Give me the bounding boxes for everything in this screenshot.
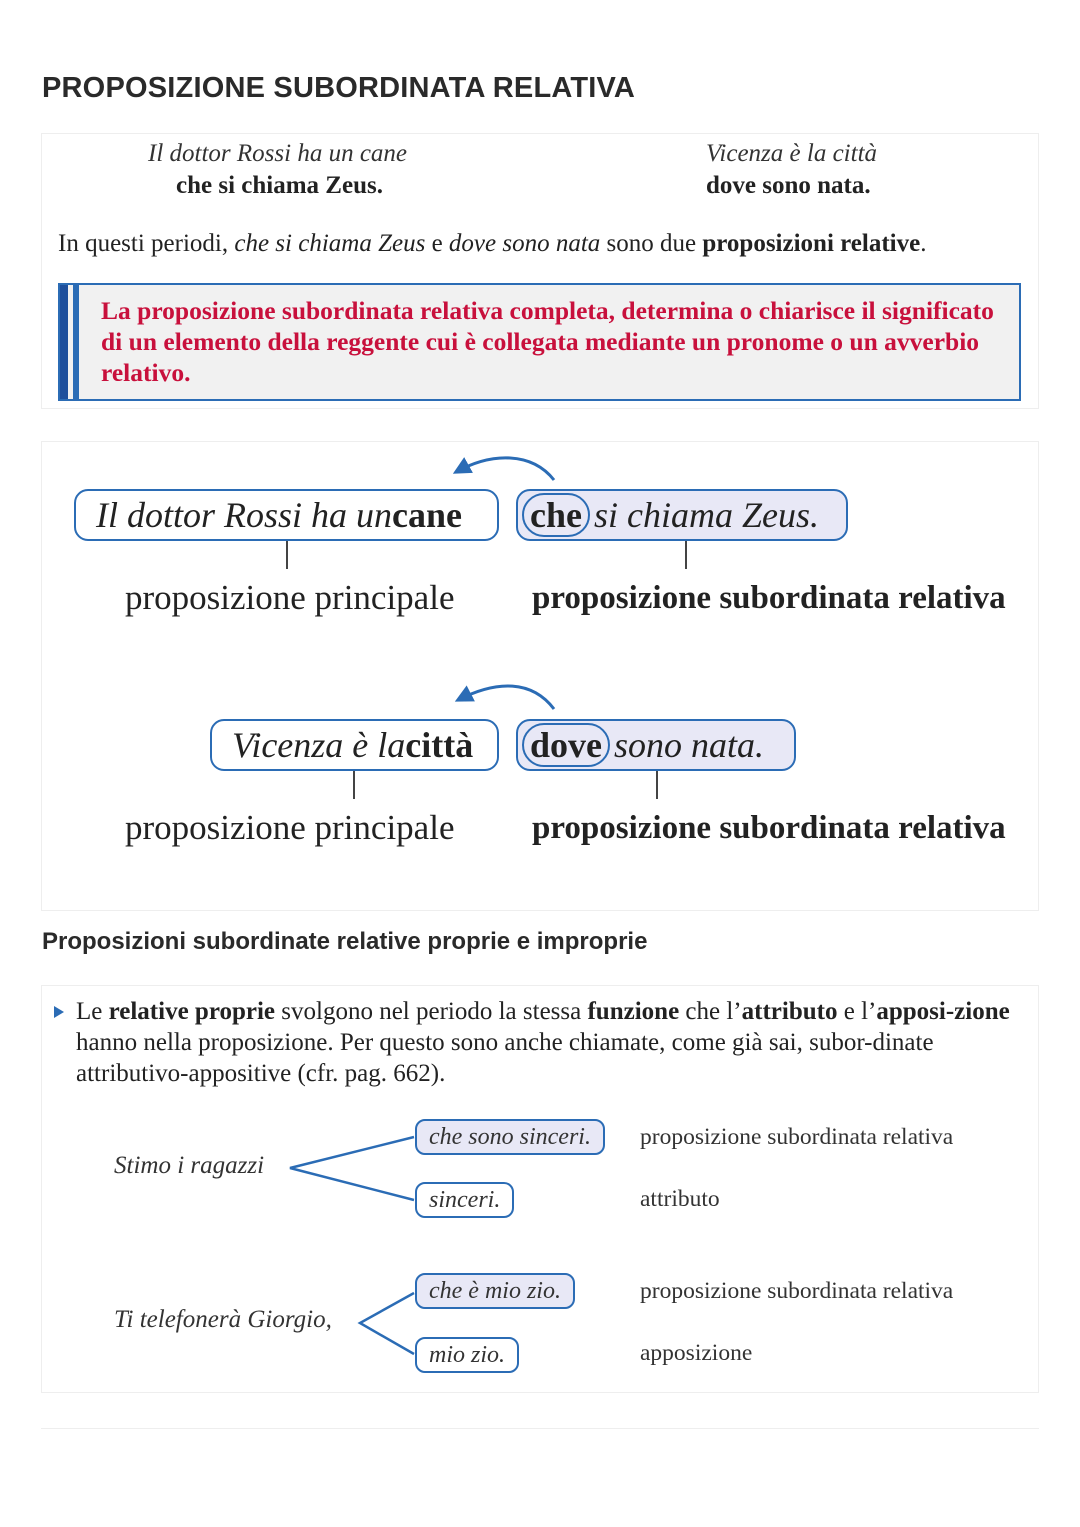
- definition-bar-inner: [73, 285, 79, 399]
- section-title: Proposizioni subordinate relative proprie e improprie: [42, 928, 648, 955]
- connector-line: [353, 771, 355, 799]
- label-principale: proposizione principale: [125, 808, 455, 847]
- divider: [41, 1428, 1039, 1429]
- option-apposition: mio zio.: [415, 1337, 519, 1373]
- option-label: attributo: [640, 1186, 720, 1212]
- option-attribute: sinceri.: [415, 1182, 514, 1218]
- label-subordinata: proposizione subordinata relativa: [532, 810, 1006, 846]
- connector-line: [286, 541, 288, 569]
- definition-box: [58, 283, 1021, 401]
- option-relative: che sono sinceri.: [415, 1119, 605, 1155]
- main-clause-pill: Il dottor Rossi ha un cane: [74, 489, 499, 541]
- example-1-relative: che si chiama Zeus.: [176, 172, 383, 199]
- example-2-main: Vicenza è la città: [706, 140, 878, 167]
- example-1-main: Il dottor Rossi ha un cane: [148, 140, 408, 167]
- proprie-paragraph: Le relative proprie svolgono nel periodo la stessa funzione che l’attributo e l’apposi-zione hanno nella proposizione. Per questo sono anche chiamate, come già sai, subor-dinate attributivo-appositive (cfr. pag. 662).: [76, 998, 1010, 1087]
- main-clause-pill: Vicenza è la città: [210, 719, 499, 771]
- branch-icon: [290, 1137, 414, 1200]
- branch-icon: [360, 1293, 414, 1354]
- relative-pronoun: che: [522, 493, 590, 537]
- option-label: apposizione: [640, 1340, 753, 1366]
- example-2-relative: dove sono nata.: [706, 172, 871, 199]
- label-subordinata: proposizione subordinata relativa: [532, 580, 1006, 616]
- relative-adverb: dove: [522, 723, 610, 767]
- connector-line: [656, 771, 658, 799]
- option-label: proposizione subordinata relativa: [640, 1278, 954, 1304]
- arrow-icon: [456, 458, 554, 480]
- label-principale: proposizione principale: [125, 578, 455, 617]
- intro-sentence: In questi periodi, che si chiama Zeus e dove sono nata sono due proposizioni relative.: [58, 230, 927, 257]
- page-title: PROPOSIZIONE SUBORDINATA RELATIVA: [42, 72, 636, 104]
- relative-clause-pill: che si chiama Zeus.: [516, 489, 848, 541]
- connector-line: [685, 541, 687, 569]
- option-label: proposizione subordinata relativa: [640, 1124, 954, 1150]
- arrow-icon: [458, 686, 554, 709]
- diagram-panel: [41, 441, 1039, 911]
- option-relative: che è mio zio.: [415, 1273, 575, 1309]
- definition-bar: [60, 285, 68, 399]
- definition-text: La proposizione subordinata relativa completa, determina o chiarisce il significato di un elemento della reggente cui è collegata mediante un pronome o un avverbio relativo.: [101, 296, 994, 387]
- relative-clause-pill: dove sono nata.: [516, 719, 796, 771]
- intro-panel: [41, 133, 1039, 409]
- example-root: Ti telefonerà Giorgio,: [114, 1306, 332, 1333]
- example-root: Stimo i ragazzi: [114, 1152, 265, 1179]
- proprie-panel: [41, 985, 1039, 1393]
